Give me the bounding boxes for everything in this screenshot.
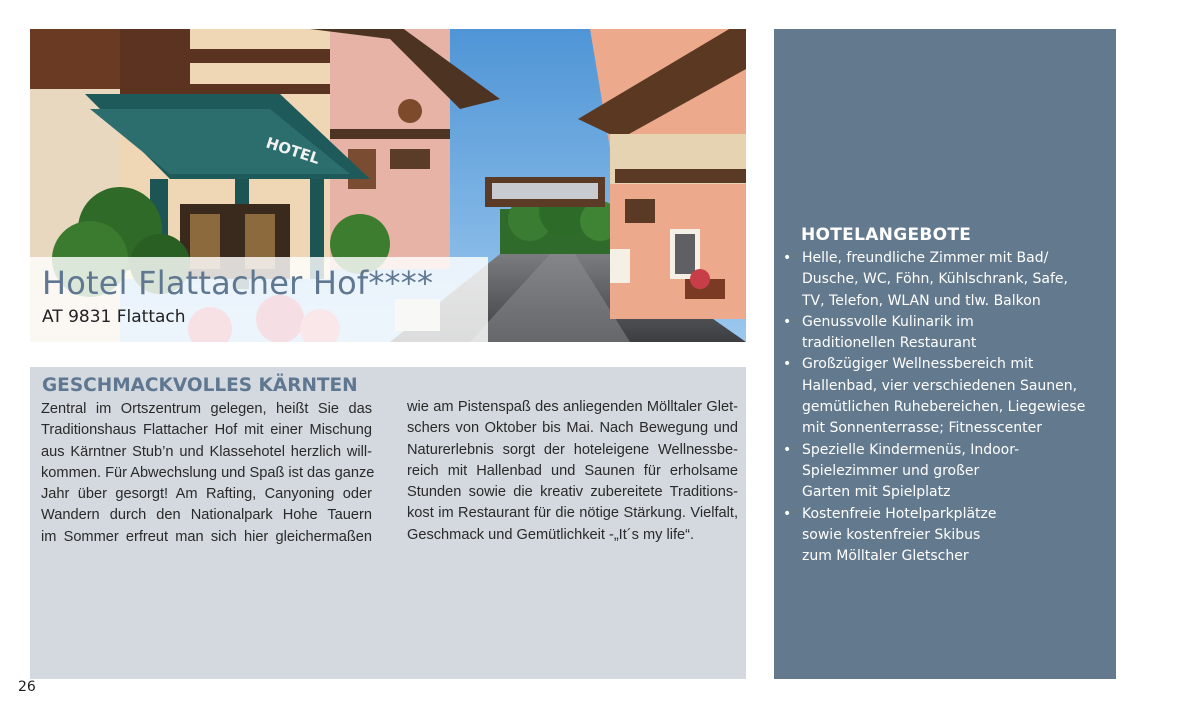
offers-list xyxy=(783,248,1103,567)
description-left-column xyxy=(41,399,375,548)
bullet-icon: • xyxy=(783,356,792,373)
offer-line: Großzügiger Wellnessbereich mit xyxy=(802,356,1034,373)
bullet-icon: • xyxy=(783,505,792,522)
offers-heading: HOTELANGEBOTE xyxy=(801,225,972,245)
text-line: Wandern durch den Nationalpark Hohe Tauern xyxy=(41,507,372,524)
bullet-icon: • xyxy=(783,441,792,458)
offer-line: traditionellen Restaurant xyxy=(802,335,977,352)
hotel-name: Hotel Flattacher Hof**** xyxy=(42,264,434,302)
offer-item xyxy=(783,312,1103,355)
offer-item xyxy=(783,354,1103,439)
offer-item xyxy=(783,248,1103,312)
bullet-icon: • xyxy=(783,313,792,330)
offer-line: TV, Telefon, WLAN und tlw. Balkon xyxy=(802,292,1041,309)
text-line: Jahr über gesorgt! Am Rafting, Canyoning oder xyxy=(41,486,372,503)
text-line: Naturerlebnis sorgt der hoteleigene Wellnessbe- xyxy=(407,441,738,458)
text-line: Geschmack und Gemütlichkeit -„It´s my life“. xyxy=(407,526,695,543)
text-line: Stunden sowie die kreativ zubereitete Traditions- xyxy=(407,484,738,501)
text-line: schers von Oktober bis Mai. Nach Bewegung und xyxy=(407,420,738,437)
offer-line: Helle, freundliche Zimmer mit Bad/ xyxy=(802,250,1049,266)
offer-line: sowie kostenfreier Skibus xyxy=(802,526,981,543)
offer-line: Genussvolle Kulinarik im xyxy=(802,313,974,330)
offer-line: mit Sonnenterrasse; Fitnesscenter xyxy=(802,420,1042,437)
text-line: Zentral im Ortszentrum gelegen, heißt Sie das xyxy=(41,401,372,417)
offer-line: Hallenbad, vier verschiedenen Saunen, xyxy=(802,377,1078,394)
offer-line: Dusche, WC, Föhn, Kühlschrank, Safe, xyxy=(802,271,1068,288)
description-heading: GESCHMACKVOLLES KÄRNTEN xyxy=(42,375,358,396)
hotel-sign: HOTEL xyxy=(263,133,322,168)
offer-line: Spielezimmer und großer xyxy=(802,462,980,479)
text-line: wie am Pistenspaß des anliegenden Mölltaler Glet- xyxy=(407,399,738,415)
text-line: kost im Restaurant für die nötige Stärkung. Vielfalt, xyxy=(407,505,738,522)
text-line: im Sommer erfreut man sich hier gleichermaßen xyxy=(41,528,372,545)
hotel-location: AT 9831 Flattach xyxy=(42,307,186,327)
offer-item xyxy=(783,504,1103,568)
offer-line: gemütlichen Ruhebereichen, Liegewiese xyxy=(802,399,1086,416)
offer-item xyxy=(783,440,1103,504)
text-line: kommen. Für Abwechslung und Spaß ist das ganze xyxy=(41,464,375,481)
bullet-icon: • xyxy=(783,250,792,266)
offer-line: zum Mölltaler Gletscher xyxy=(802,548,969,565)
offer-line: Spezielle Kindermenüs, Indoor- xyxy=(802,441,1020,458)
description-right-column xyxy=(407,397,738,546)
offer-line: Kostenfreie Hotelparkplätze xyxy=(802,505,997,522)
text-line: aus Kärntner Stub’n und Klassehotel herzlich will- xyxy=(41,443,372,460)
text-line: Traditionshaus Flattacher Hof mit einer Mischung xyxy=(41,422,372,439)
offer-line: Garten mit Spielplatz xyxy=(802,484,951,501)
page-number: 26 xyxy=(18,679,36,695)
text-line: reich mit Hallenbad und Saunen für erholsame xyxy=(407,462,738,479)
